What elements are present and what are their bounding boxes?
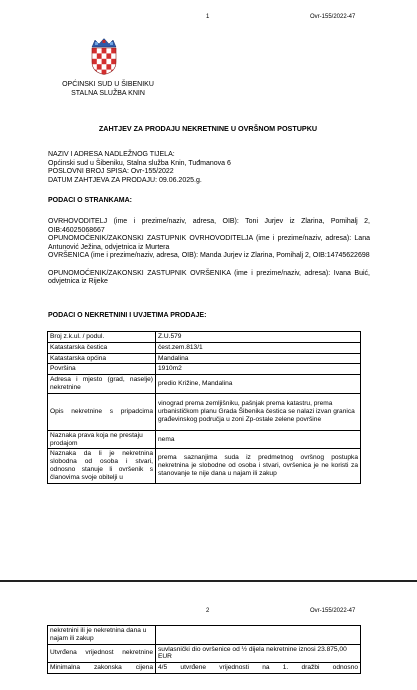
row-label: Naznaka da li je nekretnina slobodna od osoba i stvari, odnosno stanuje li ovršenik s članovima svoje obitelji u [48, 449, 156, 483]
table-row [48, 353, 361, 364]
row-label: Katastarska općina [48, 353, 156, 364]
case-number: POSLOVNI BROJ SPISA: Ovr-155/2022 [48, 168, 174, 176]
page-number: 1 [206, 14, 210, 20]
row-label: Opis nekretnine s pripadcima [48, 393, 156, 430]
row-label: Utvrđena vrijednost nekretnine [48, 644, 156, 663]
case-reference: Ovr-155/2022-47 [310, 14, 356, 20]
row-label: Površina [48, 364, 156, 375]
table-row [48, 332, 361, 343]
authority-heading: NAZIV I ADRESA NADLEŽNOG TIJELA: [48, 151, 175, 158]
row-value: predio Križine, Mandalina [156, 375, 361, 394]
row-value: čest.zem.813/1 [156, 342, 361, 353]
table-row [48, 626, 361, 645]
property-table-continued [47, 625, 361, 674]
table-row [48, 375, 361, 394]
table-row [48, 449, 361, 483]
table-row [48, 644, 361, 663]
row-label: Minimalna zakonska cijena [48, 663, 156, 674]
table-row [48, 393, 361, 430]
parties-heading: PODACI O STRANKAMA: [48, 197, 132, 204]
row-value: vinograd prema zemljišniku, pašnjak prema katastru, prema urbanističkom planu Grada Šibenika čestica se nalazi izvan granica građevinskog područja u zoni Zp-ostale zelene površine [156, 393, 361, 430]
row-value: Z.U.579 [156, 332, 361, 343]
table-row [48, 342, 361, 353]
property-table [47, 331, 361, 484]
document-title: ZAHTJEV ZA PRODAJU NEKRETNINE U OVRŠNOM POSTUPKU [98, 124, 318, 133]
party-debtor: OVRŠENICA (ime i prezime/naziv, adresa, OIB): Manda Jurjev iz Zlarina, Pomihalj 2, OIB:14745622698 [48, 252, 370, 260]
page-divider [0, 580, 417, 582]
row-value: suvlasnički dio ovršenice od ½ dijela nekretnine iznosi 23.875,00 EUR [156, 644, 361, 663]
court-name: OPĆINSKI SUD U ŠIBENIKU [62, 81, 154, 88]
page-gap [0, 579, 417, 599]
table-row [48, 364, 361, 375]
row-value: nema [156, 430, 361, 449]
party-creditor-representative: OPUNOMOĆENIK/ZAKONSKI ZASTUPNIK OVRHOVODITELJA (ime i prezime/naziv, adresa): Lana Antunović Ježina, odvjetnica iz Murtera [48, 235, 370, 251]
row-label: Broj z.k.ul. / podul. [48, 332, 156, 343]
authority-name: Općinski sud u Šibeniku, Stalna služba Knin, Tuđmanova 6 [48, 159, 231, 167]
row-value: prema saznanjima suda iz predmetnog ovršnog postupka nekretnina je slobodne od osoba i stvari, ovršenica je ne koristi za stanovanje te nije dana u najam ili zakup [156, 449, 361, 483]
row-value [156, 626, 361, 645]
request-date: DATUM ZAHTJEVA ZA PRODAJU: 09.06.2025.g. [48, 176, 202, 184]
page-number: 2 [206, 608, 210, 614]
row-label: Katastarska čestica [48, 342, 156, 353]
table-row [48, 430, 361, 449]
croatian-coat-of-arms-icon [91, 38, 117, 75]
party-debtor-representative: OPUNOMOĆENIK/ZAKONSKI ZASTUPNIK OVRŠENIKA (ime i prezime/naziv, adresa): Ivana Buić, odvjetnica iz Rijeke [48, 269, 370, 286]
row-value: 4/5 utvrđene vrijednosti na 1. dražbi odnosno [156, 663, 361, 674]
court-unit: STALNA SLUŽBA KNIN [71, 90, 145, 97]
row-label: nekretnini ili je nekretnina dana u najam ili zakup [48, 626, 156, 645]
property-heading: PODACI O NEKRETNINI I UVJETIMA PRODAJE: [48, 312, 207, 319]
row-value: 1910m2 [156, 364, 361, 375]
party-creditor: OVRHOVODITELJ (ime i prezime/naziv, adresa, OIB): Toni Jurjev iz Zlarina, Pomihalj 2, OIB:46025068667 [48, 218, 370, 234]
document-page-2 [0, 600, 417, 690]
case-reference: Ovr-155/2022-47 [310, 608, 356, 614]
row-label: Naznaka prava koja ne prestaju prodajom [48, 430, 156, 449]
row-label: Adresa i mjesto (grad, naselje) nekretnine [48, 375, 156, 394]
table-row [48, 663, 361, 674]
row-value: Mandalina [156, 353, 361, 364]
